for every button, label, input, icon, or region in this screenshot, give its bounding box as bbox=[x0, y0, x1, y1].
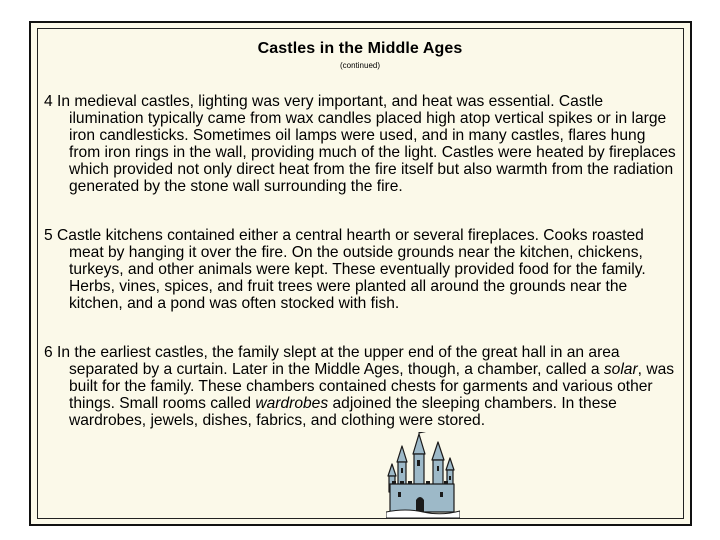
term-solar: solar bbox=[603, 361, 638, 378]
paragraph-5 bbox=[44, 227, 680, 312]
paragraph-number: 6 bbox=[44, 344, 53, 361]
paragraph-text-2: , was built for the family. These chambers contained chests for garments and various other things. Small rooms called bbox=[69, 361, 675, 412]
paragraph-text-1: In the earliest castles, the family slept at the upper end of the great hall in an area separated by a curtain. Later in the Middle Ages, though, a chamber, called a bbox=[57, 344, 620, 378]
paragraph-text: Castle kitchens contained either a central hearth or several fireplaces. Cooks roasted meat by hanging it over the fire. On the outside grounds near the kitchen, chickens, turkeys, and other animals were kept. These eventually provided food for the family. Herbs, vines, spices, and fruit trees were planted all around the grounds near the kitchen, and a pond was often stocked with fish. bbox=[57, 227, 646, 312]
paragraph-6 bbox=[44, 344, 680, 429]
paragraph-text-3: adjoined the sleeping chambers. In these wardrobes, jewels, dishes, fabrics, and clothing were stored. bbox=[69, 395, 617, 429]
page-title: Castles in the Middle Ages bbox=[257, 40, 463, 57]
paragraph-text: In medieval castles, lighting was very important, and heat was essential. Castle ilumination typically came from wax candles placed high atop vertical spikes or in large iron candlesticks. Sometimes oil lamps were used, and in many castles, flares hung from iron rings in the wall, providing much of the light. Castles were heated by fireplaces which provided not only direct heat from the fire itself but also warmth from the radiation generated by the stone wall surrounding the fire. bbox=[57, 93, 676, 195]
paragraph-4 bbox=[44, 93, 680, 195]
paragraph-number: 5 bbox=[44, 227, 53, 244]
castle-icon bbox=[386, 432, 460, 518]
term-wardrobes: wardrobes bbox=[255, 395, 329, 412]
paragraph-number: 4 bbox=[44, 93, 53, 110]
page-subtitle: (continued) bbox=[339, 61, 381, 70]
